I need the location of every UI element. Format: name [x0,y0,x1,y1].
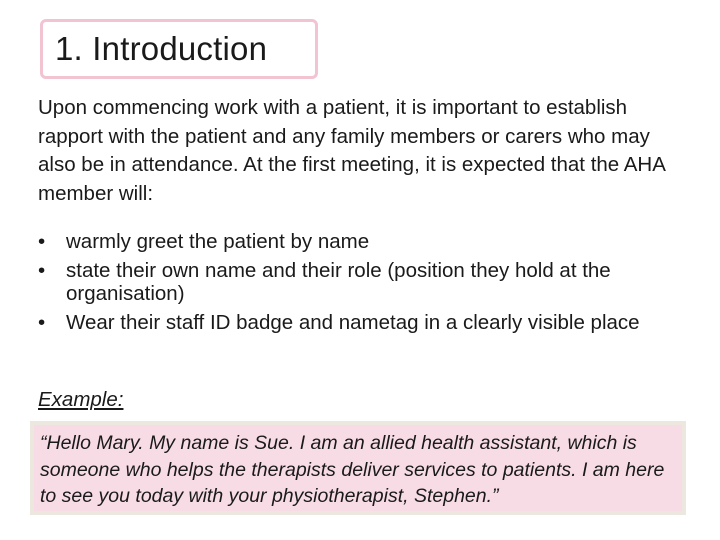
bullet-icon: • [38,230,46,253]
slide-title: 1. Introduction [55,30,268,67]
bullet-text: state their own name and their role (position they hold at the organisation) [66,259,611,305]
bullet-icon: • [38,311,46,334]
bullet-item [38,311,688,334]
bullet-item [38,259,688,305]
bullet-text: Wear their staff ID badge and nametag in a clearly visible place [66,311,640,334]
intro-paragraph: Upon commencing work with a patient, it is important to establish rapport with the patient and any family members or carers who may also be in attendance. At the first meeting, it is expected that the AHA member will: [38,96,665,205]
bullet-item [38,230,688,253]
bullet-list [38,230,688,340]
example-label: Example: [38,388,124,411]
example-quote-box [30,421,686,515]
bullet-icon: • [38,259,46,282]
example-quote-text: “Hello Mary. My name is Sue. I am an allied health assistant, which is someone who helps the therapists deliver services to patients. I am here to see you today with your physiotherapist, Stephen.” [40,432,665,507]
title-box [40,19,318,79]
bullet-text: warmly greet the patient by name [66,230,370,253]
